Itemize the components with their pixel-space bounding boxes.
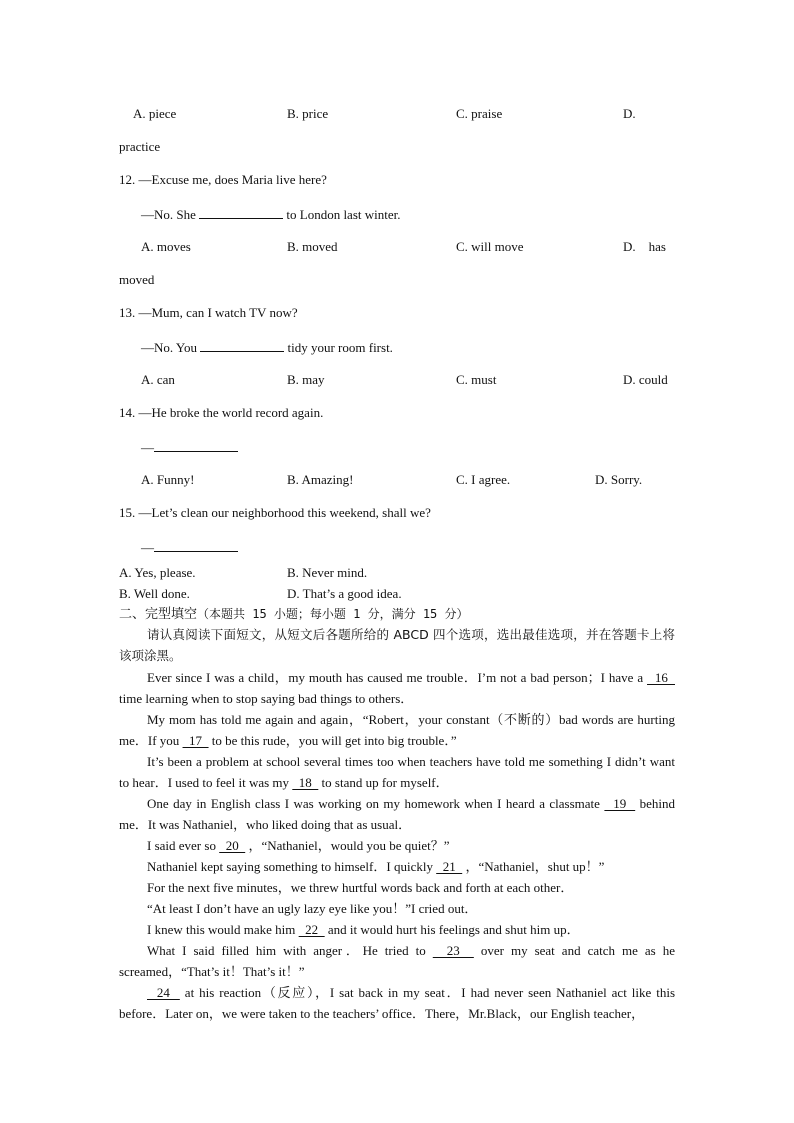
passage-text: It’s been a problem at school several times too when teachers have told me something I didn’t want to hear．I used to feel it was my <box>119 754 675 790</box>
q15-answer-pre: — <box>141 540 154 555</box>
passage-text: to stand up for myself． <box>321 775 449 790</box>
q14-answer-blank[interactable] <box>154 439 238 452</box>
q15-option-b[interactable]: B. Never mind. <box>287 565 368 580</box>
section2-heading <box>119 606 469 623</box>
q12-option-d-wrap: moved <box>119 272 155 287</box>
q11-option-c[interactable]: C. praise <box>456 106 503 121</box>
passage-paragraph-9 <box>119 919 675 940</box>
passage-paragraph-5 <box>119 835 675 856</box>
q12-answer-line <box>141 206 401 223</box>
q13-option-b[interactable]: B. may <box>287 372 325 387</box>
blank-21[interactable]: 21 <box>436 859 463 874</box>
section2-instruction: 请认真阅读下面短文，从短文后各题所给的 ABCD 四个选项，选出最佳选项，并在答题卡上将该项涂黑。 <box>119 627 675 663</box>
passage-paragraph-6 <box>119 856 675 877</box>
q14-option-d[interactable]: D. Sorry. <box>595 472 643 487</box>
passage-paragraph-3 <box>119 751 675 793</box>
q14-answer-pre: — <box>141 440 154 455</box>
q15-option-d[interactable]: D. That’s a good idea. <box>287 586 402 601</box>
passage-text: behind me．It was Nathaniel，who liked doing that as usual． <box>119 796 676 832</box>
q15-question: 15. —Let’s clean our neighborhood this weekend, shall we? <box>119 505 431 520</box>
passage-paragraph-2 <box>119 709 675 751</box>
q14-option-c[interactable]: C. I agree. <box>456 472 511 487</box>
blank-22[interactable]: 22 <box>298 922 325 937</box>
blank-19[interactable]: 19 <box>604 796 636 811</box>
passage-text: One day in English class I was working on my homework when I heard a classmate <box>147 796 600 811</box>
blank-17[interactable]: 17 <box>182 733 209 748</box>
section2-title: 二、完型填空 <box>119 607 198 622</box>
q14-question: 14. —He broke the world record again. <box>119 405 324 420</box>
q12-answer-pre: —No. She <box>141 207 196 222</box>
blank-18[interactable]: 18 <box>292 775 319 790</box>
q15-option-a[interactable]: A. Yes, please. <box>119 565 196 580</box>
blank-16[interactable]: 16 <box>647 670 675 685</box>
passage-text: What I said filled him with anger．He tried to <box>147 943 426 958</box>
q11-option-d[interactable]: D. <box>623 106 636 121</box>
passage-text: Ever since I was a child，my mouth has caused me trouble．I’m not a bad person；I have a <box>147 670 644 685</box>
q11-option-d-wrap: practice <box>119 139 161 154</box>
passage-text: My mom has told me again and again，“Robert，your constant（不断的）bad words are hurting me．If you <box>119 712 675 748</box>
q13-answer-post: tidy your room first. <box>287 340 393 355</box>
q13-answer-pre: —No. You <box>141 340 197 355</box>
passage-text: to be this rude，you will get into big trouble．” <box>211 733 457 748</box>
passage-text: I said ever so <box>147 838 216 853</box>
passage-text: Nathaniel kept saying something to himself．I quickly <box>147 859 433 874</box>
passage-text: and it would hurt his feelings and shut him up． <box>327 922 580 937</box>
q13-option-d[interactable]: D. could <box>623 372 668 387</box>
passage-text: over my seat and catch me as he screamed，“That’s it！That’s it！” <box>119 943 676 979</box>
passage-paragraph-4 <box>119 793 675 835</box>
passage-paragraph-8: “At least I don’t have an ugly lazy eye like you！”I cried out． <box>147 901 478 916</box>
q12-option-b[interactable]: B. moved <box>287 239 338 254</box>
q13-option-a[interactable]: A. can <box>141 372 175 387</box>
q15-option-c[interactable]: B. Well done. <box>119 586 190 601</box>
blank-20[interactable]: 20 <box>219 838 246 853</box>
passage-paragraph-1 <box>119 667 675 709</box>
q11-option-b[interactable]: B. price <box>287 106 329 121</box>
passage-text: at his reaction（反应），I sat back in my seat．I had never seen Nathaniel act like this before．Later on，we were taken to the teachers’ office．There，Mr.Black，our English teacher， <box>119 985 676 1021</box>
q15-answer-blank[interactable] <box>154 539 238 552</box>
passage-text: ，“Nathaniel，shut up！” <box>465 859 605 874</box>
passage-paragraph-7: For the next five minutes，we threw hurtful words back and forth at each other． <box>147 880 574 895</box>
passage-paragraph-10 <box>119 940 675 982</box>
q12-answer-blank[interactable] <box>199 206 283 219</box>
q13-option-c[interactable]: C. must <box>456 372 497 387</box>
q13-answer-line <box>141 339 393 356</box>
q14-option-b[interactable]: B. Amazing! <box>287 472 354 487</box>
q12-option-d[interactable]: D. has <box>623 239 666 254</box>
q14-answer-line <box>141 439 238 456</box>
section2-note: （本题共 15 小题；每小题 1 分，满分 15 分） <box>197 607 469 621</box>
passage-paragraph-11 <box>119 982 675 1024</box>
q12-option-c[interactable]: C. will move <box>456 239 524 254</box>
passage-text: I knew this would make him <box>147 922 296 937</box>
q15-answer-line <box>141 539 238 556</box>
passage-text: time learning when to stop saying bad things to others． <box>119 691 414 706</box>
q14-option-a[interactable]: A. Funny! <box>141 472 195 487</box>
q12-question: 12. —Excuse me, does Maria live here? <box>119 172 327 187</box>
q13-question: 13. —Mum, can I watch TV now? <box>119 305 298 320</box>
blank-23[interactable]: 23 <box>432 943 474 958</box>
q12-option-a[interactable]: A. moves <box>141 239 191 254</box>
blank-24[interactable]: 24 <box>147 985 180 1000</box>
q11-option-a[interactable]: A. piece <box>133 106 177 121</box>
passage-text: ，“Nathaniel，would you be quiet？” <box>248 838 450 853</box>
q12-answer-post: to London last winter. <box>286 207 401 222</box>
q13-answer-blank[interactable] <box>200 339 284 352</box>
